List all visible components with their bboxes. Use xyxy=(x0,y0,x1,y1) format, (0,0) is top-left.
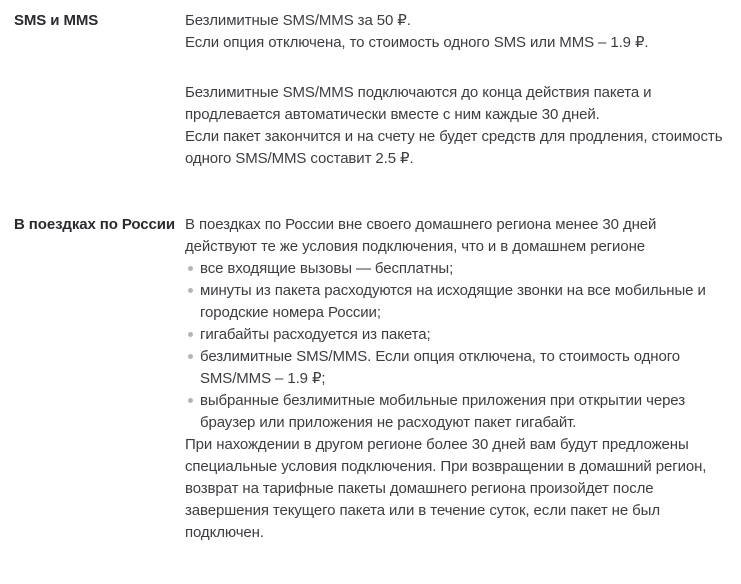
list-item-incoming-calls: все входящие вызовы — бесплатны; xyxy=(185,258,728,280)
text-line: Безлимитные SMS/MMS подключаются до конца действия пакета и продлевается автоматически вместе с ним каждые 30 дней. xyxy=(185,84,652,123)
list-item-gigabytes: гигабайты расходуется из пакета; xyxy=(185,324,728,346)
section-content-sms-mms xyxy=(185,10,728,170)
paragraph-sms-price xyxy=(185,10,728,54)
text-line: Безлимитные SMS/MMS за 50 ₽. xyxy=(185,12,411,29)
section-travel-russia xyxy=(14,214,728,544)
paragraph-travel-intro: В поездках по России вне своего домашнего региона менее 30 дней действуют те же условия подключения, что и в домашнем регионе xyxy=(185,216,657,255)
paragraph-sms-renewal xyxy=(185,82,728,170)
list-item-unlimited-sms: безлимитные SMS/MMS. Если опция отключена, то стоимость одного SMS/MMS – 1.9 ₽; xyxy=(185,346,728,390)
travel-conditions-list xyxy=(185,258,728,434)
section-sms-mms xyxy=(14,10,728,170)
section-content-travel-russia xyxy=(185,214,728,544)
section-label-travel-russia: В поездках по России xyxy=(14,216,176,233)
list-item-package-minutes: минуты из пакета расходуются на исходящие звонки на все мобильные и городские номера России; xyxy=(185,280,728,324)
section-label-sms-mms: SMS и MMS xyxy=(14,12,99,29)
text-line: Если опция отключена, то стоимость одного SMS или MMS – 1.9 ₽. xyxy=(185,34,649,51)
paragraph-travel-outro: При нахождении в другом регионе более 30 дней вам будут предложены специальные условия подключения. При возвращении в домашний регион, возврат на тарифные пакеты домашнего региона произойдет после завершения текущего пакета или в течение суток, если пакет не был подключен. xyxy=(185,436,707,541)
list-item-unlimited-apps: выбранные безлимитные мобильные приложения при открытии через браузер или приложения не расходуют пакет гигабайт. xyxy=(185,390,728,434)
text-line: Если пакет закончится и на счету не будет средств для продления, стоимость одного SMS/MMS составит 2.5 ₽. xyxy=(185,128,723,167)
